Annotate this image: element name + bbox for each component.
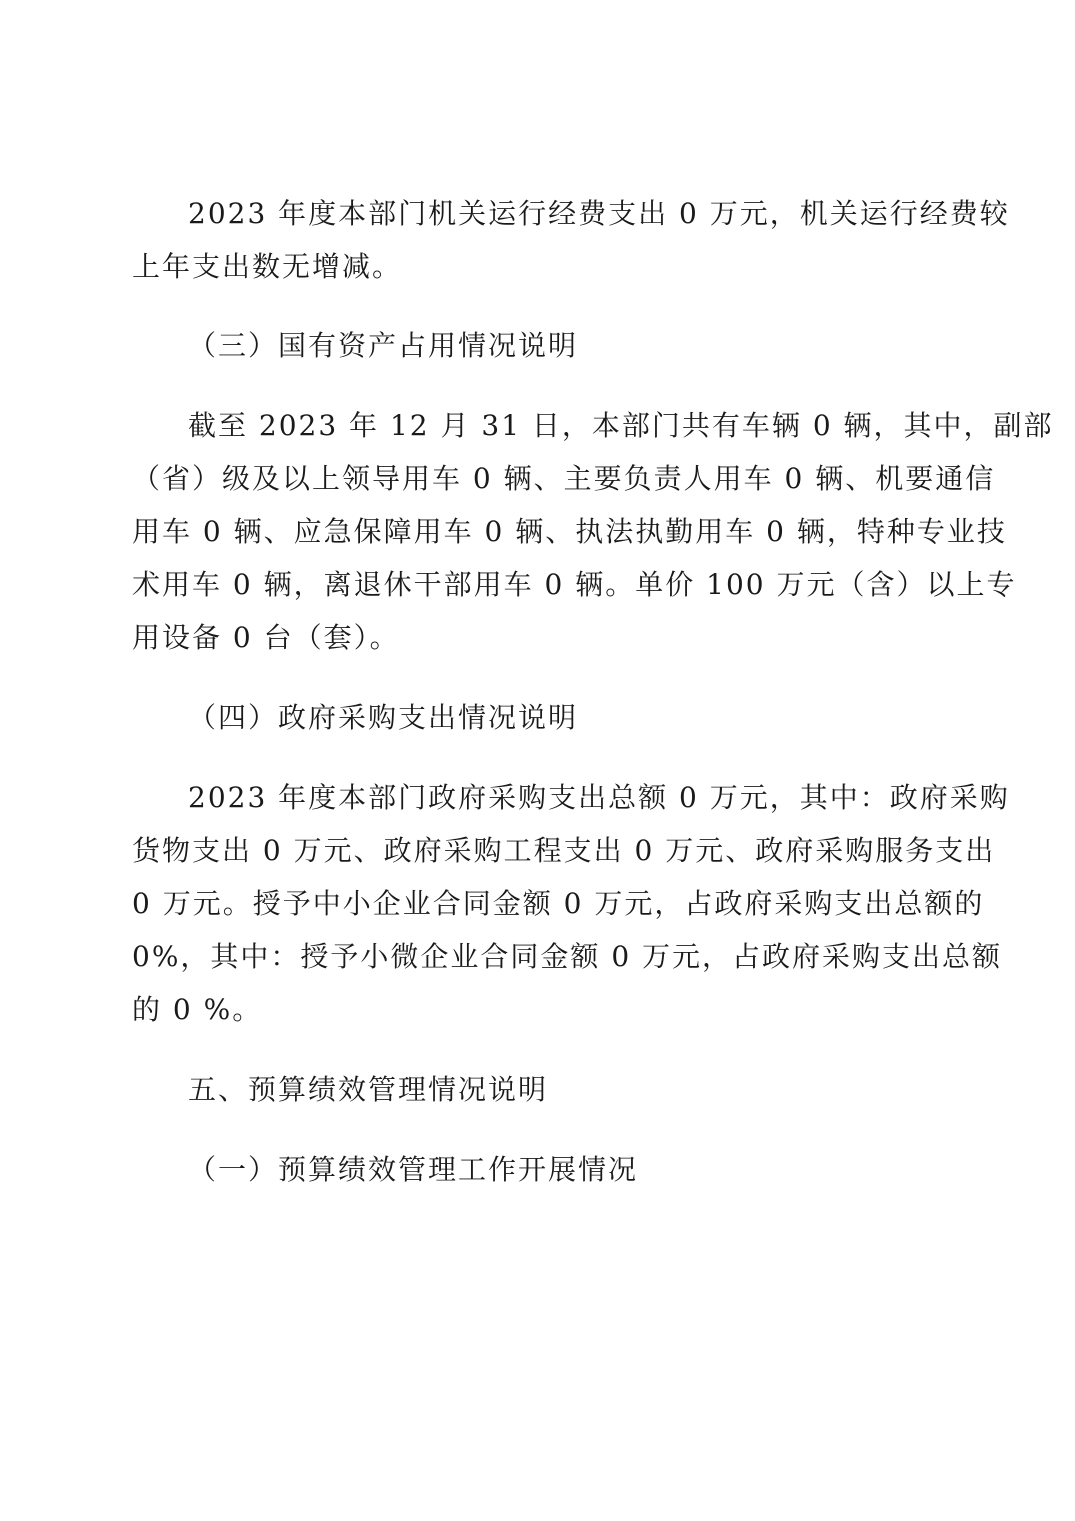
assets-detail-line-5: 用设备 0 台（套）。	[132, 621, 400, 654]
procurement-detail-line-2: 货物支出 0 万元、政府采购工程支出 0 万元、政府采购服务支出	[132, 834, 996, 867]
heading-procurement: （四）政府采购支出情况说明	[188, 701, 579, 734]
admin-expense-line-2: 上年支出数无增减。	[132, 250, 403, 283]
procurement-detail-line-5: 的 0 %。	[132, 993, 263, 1026]
assets-detail-line-3: 用车 0 辆、应急保障用车 0 辆、执法执勤用车 0 辆，特种专业技	[132, 515, 1007, 548]
admin-expense-line-1: 2023 年度本部门机关运行经费支出 0 万元，机关运行经费较	[188, 197, 1010, 230]
procurement-detail-line-1: 2023 年度本部门政府采购支出总额 0 万元，其中：政府采购	[188, 781, 1010, 814]
assets-detail-line-4: 术用车 0 辆，离退休干部用车 0 辆。单价 100 万元（含）以上专	[132, 568, 1017, 601]
procurement-detail-line-4: 0%，其中：授予小微企业合同金额 0 万元，占政府采购支出总额	[132, 940, 1003, 973]
procurement-detail-line-3: 0 万元。授予中小企业合同金额 0 万元，占政府采购支出总额的	[132, 887, 985, 920]
heading-assets: （三）国有资产占用情况说明	[188, 329, 579, 362]
heading-performance: 五、预算绩效管理情况说明	[188, 1073, 549, 1106]
assets-detail-line-1: 截至 2023 年 12 月 31 日，本部门共有车辆 0 辆，其中，副部	[188, 409, 1054, 442]
heading-performance-work: （一）预算绩效管理工作开展情况	[188, 1153, 639, 1186]
assets-detail-line-2: （省）级及以上领导用车 0 辆、主要负责人用车 0 辆、机要通信	[132, 462, 996, 495]
